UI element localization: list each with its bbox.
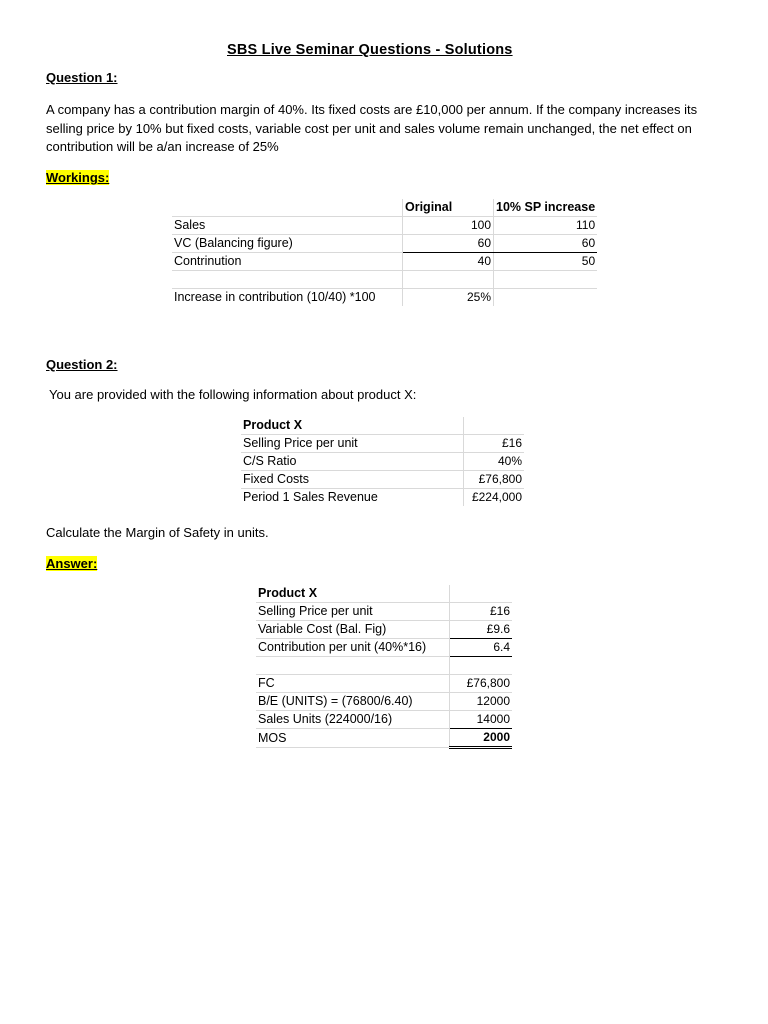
table-row [256,729,512,748]
row-value: £76,800 [450,675,513,693]
table-row [241,471,524,489]
increase-value: 25% [403,289,494,307]
row-original: 40 [403,253,494,271]
blank-cell [494,271,598,289]
workings-table [172,199,597,306]
row-label: Contribution per unit (40%*16) [256,639,450,657]
row-label: B/E (UNITS) = (76800/6.40) [256,693,450,711]
table-row [256,603,512,621]
answer-label [46,556,97,571]
document-title: SBS Live Seminar Questions - Solutions [227,42,513,58]
table-row [172,235,597,253]
table-row [256,693,512,711]
table-row [256,711,512,729]
table-row [172,217,597,235]
workings-label-text: Workings: [46,170,110,185]
blank-cell [450,585,513,603]
product-header: Product X [256,585,450,603]
question-1-text: A company has a contribution margin of 40%. Its fixed costs are £10,000 per annum. If the company increases its selling price by 10% but fixed costs, variable cost per unit and sales volume remain unchanged, the net effect on contribution will be a/an increase of 25% [46,102,698,154]
increase-label: Increase in contribution (10/40) *100 [172,289,403,307]
row-label: Sales [172,217,403,235]
table-row [256,585,512,603]
product-header: Product X [241,417,464,435]
table-row [241,417,524,435]
blank-cell [450,657,513,675]
row-label: Period 1 Sales Revenue [241,489,464,507]
table-row [172,199,597,217]
blank-cell [256,657,450,675]
header-increase [494,199,598,217]
row-increase: 60 [494,235,598,253]
table-row [172,289,597,307]
row-value: £76,800 [464,471,525,489]
table-row [256,621,512,639]
row-value: £16 [464,435,525,453]
answer-label-text: Answer: [46,556,98,571]
row-value: £224,000 [471,490,522,504]
row-label: FC [256,675,450,693]
question-2-intro: You are provided with the following information about product X: [49,387,417,402]
row-label: MOS [256,729,450,748]
row-value: £16 [450,603,513,621]
row-label: Fixed Costs [241,471,464,489]
row-value: 40% [464,453,525,471]
blank-cell [403,271,494,289]
table-row [172,253,597,271]
answer-table [256,585,512,749]
row-original: 100 [403,217,494,235]
row-label: Selling Price per unit [241,435,464,453]
question-2-instruction: Calculate the Margin of Safety in units. [46,525,269,540]
product-info-table [241,417,524,506]
row-value: 6.4 [450,639,513,657]
row-value: 12000 [450,693,513,711]
row-value: 14000 [450,711,513,729]
row-label: Selling Price per unit [256,603,450,621]
row-label: Variable Cost (Bal. Fig) [256,621,450,639]
question-2-heading: Question 2: [46,357,118,372]
header-increase-text: 10% SP increase [496,200,596,214]
workings-label [46,170,109,185]
question-1-heading: Question 1: [46,70,118,85]
table-row [241,453,524,471]
table-row [172,271,597,289]
table-row [256,675,512,693]
row-increase: 110 [494,217,598,235]
table-row [256,657,512,675]
table-cell [172,199,403,217]
table-row [256,639,512,657]
row-value: £9.6 [450,621,513,639]
row-label: VC (Balancing figure) [172,235,403,253]
header-original: Original [403,199,494,217]
row-label: C/S Ratio [241,453,464,471]
blank-cell [494,289,598,307]
table-row [241,489,524,507]
blank-cell [172,271,403,289]
blank-cell [464,417,525,435]
row-increase: 50 [494,253,598,271]
row-label: Sales Units (224000/16) [256,711,450,729]
table-row [241,435,524,453]
row-original: 60 [403,235,494,253]
row-label: Contrinution [172,253,403,271]
mos-value: 2000 [450,729,513,748]
